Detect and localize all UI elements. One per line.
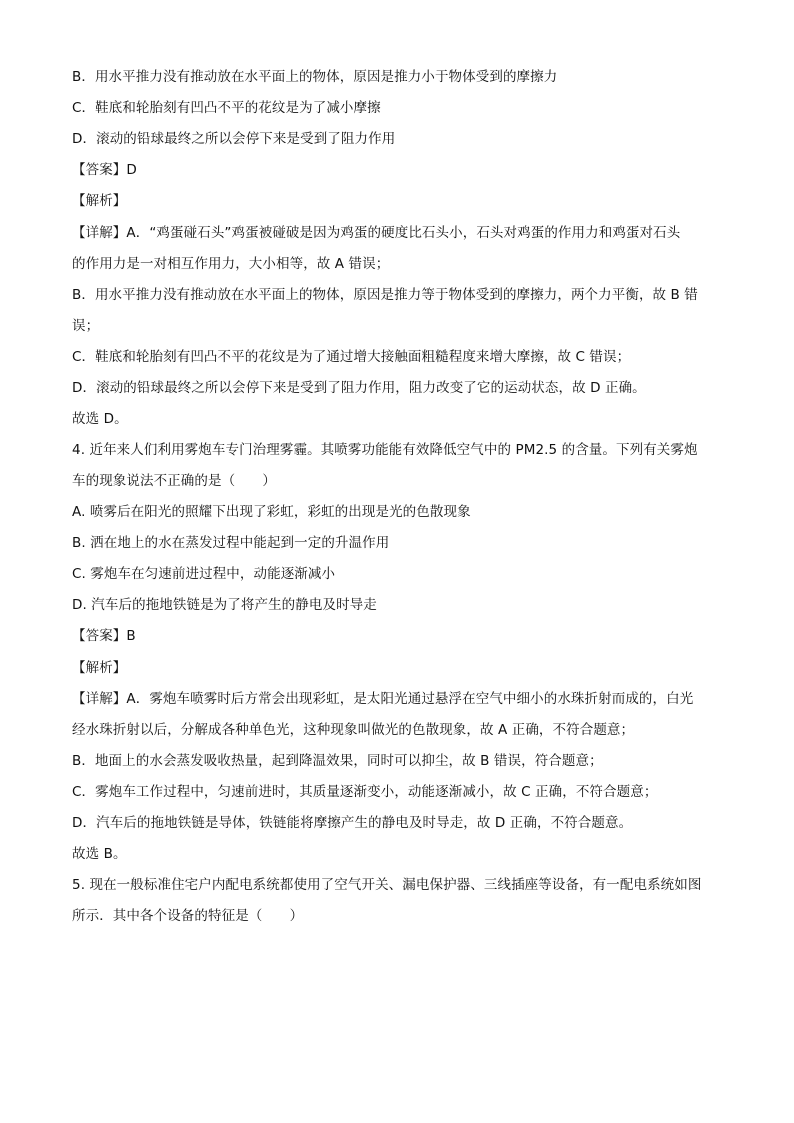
q3-detail-b-line1: B．用水平推力没有推动放在水平面上的物体，原因是推力等于物体受到的摩擦力，两个力平衡，故 B 错 bbox=[72, 287, 698, 303]
q4-detail-c: C．雾炮车工作过程中，匀速前进时，其质量逐渐变小，动能逐渐减小，故 C 正确，不符合题意； bbox=[72, 784, 658, 800]
q4-option-a: A. 喷雾后在阳光的照耀下出现了彩虹，彩虹的出现是光的色散现象 bbox=[72, 504, 471, 520]
q4-analysis-heading: 【解析】 bbox=[72, 660, 127, 676]
q4-answer: 【答案】B bbox=[72, 628, 136, 644]
q4-detail-a-line1: 【详解】A．雾炮车喷雾时后方常会出现彩虹，是太阳光通过悬浮在空气中细小的水珠折射而成的，白光 bbox=[72, 691, 694, 707]
q3-option-c: C．鞋底和轮胎刻有凹凸不平的花纹是为了减小摩擦 bbox=[72, 100, 381, 116]
q5-stem-line1: 5. 现在一般标准住宅户内配电系统都使用了空气开关、漏电保护器、三线插座等设备，有一配电系统如图 bbox=[72, 877, 702, 893]
q3-analysis-heading: 【解析】 bbox=[72, 193, 127, 209]
q3-answer: 【答案】D bbox=[72, 162, 137, 178]
q3-conclusion: 故选 D。 bbox=[72, 411, 128, 427]
q3-option-d: D．滚动的铅球最终之所以会停下来是受到了阻力作用 bbox=[72, 131, 396, 147]
q4-detail-d: D．汽车后的拖地铁链是导体，铁链能将摩擦产生的静电及时导走，故 D 正确，不符合题意。 bbox=[72, 815, 633, 831]
q4-stem-line1: 4. 近年来人们利用雾炮车专门治理雾霾。其喷雾功能能有效降低空气中的 PM2.5 的含量。下列有关雾炮 bbox=[72, 442, 698, 458]
q3-option-b: B．用水平推力没有推动放在水平面上的物体，原因是推力小于物体受到的摩擦力 bbox=[72, 69, 558, 85]
q3-detail-a-line1: 【详解】A．“鸡蛋碰石头”鸡蛋被碰破是因为鸡蛋的硬度比石头小，石头对鸡蛋的作用力和鸡蛋对石头 bbox=[72, 225, 681, 241]
q4-conclusion: 故选 B。 bbox=[72, 846, 127, 862]
q3-detail-a-line2: 的作用力是一对相互作用力，大小相等，故 A 错误； bbox=[72, 256, 390, 272]
q4-option-d: D. 汽车后的拖地铁链是为了将产生的静电及时导走 bbox=[72, 597, 377, 613]
q3-detail-c: C．鞋底和轮胎刻有凹凸不平的花纹是为了通过增大接触面粗糙程度来增大摩擦，故 C 错误； bbox=[72, 349, 631, 365]
q4-detail-b: B．地面上的水会蒸发吸收热量，起到降温效果，同时可以抑尘，故 B 错误，符合题意； bbox=[72, 753, 603, 769]
q4-stem-line2: 车的现象说法不正确的是（ ） bbox=[72, 473, 276, 489]
q4-option-b: B. 洒在地上的水在蒸发过程中能起到一定的升温作用 bbox=[72, 535, 390, 551]
q4-detail-a-line2: 经水珠折射以后，分解成各种单色光，这种现象叫做光的色散现象，故 A 正确，不符合题意； bbox=[72, 722, 635, 738]
q3-detail-b-line2: 误； bbox=[72, 318, 100, 334]
q3-detail-d: D．滚动的铅球最终之所以会停下来是受到了阻力作用，阻力改变了它的运动状态，故 D 正确。 bbox=[72, 380, 646, 396]
q4-option-c: C. 雾炮车在匀速前进过程中，动能逐渐减小 bbox=[72, 566, 336, 582]
q5-stem-line2: 所示．其中各个设备的特征是（ ） bbox=[72, 908, 304, 924]
